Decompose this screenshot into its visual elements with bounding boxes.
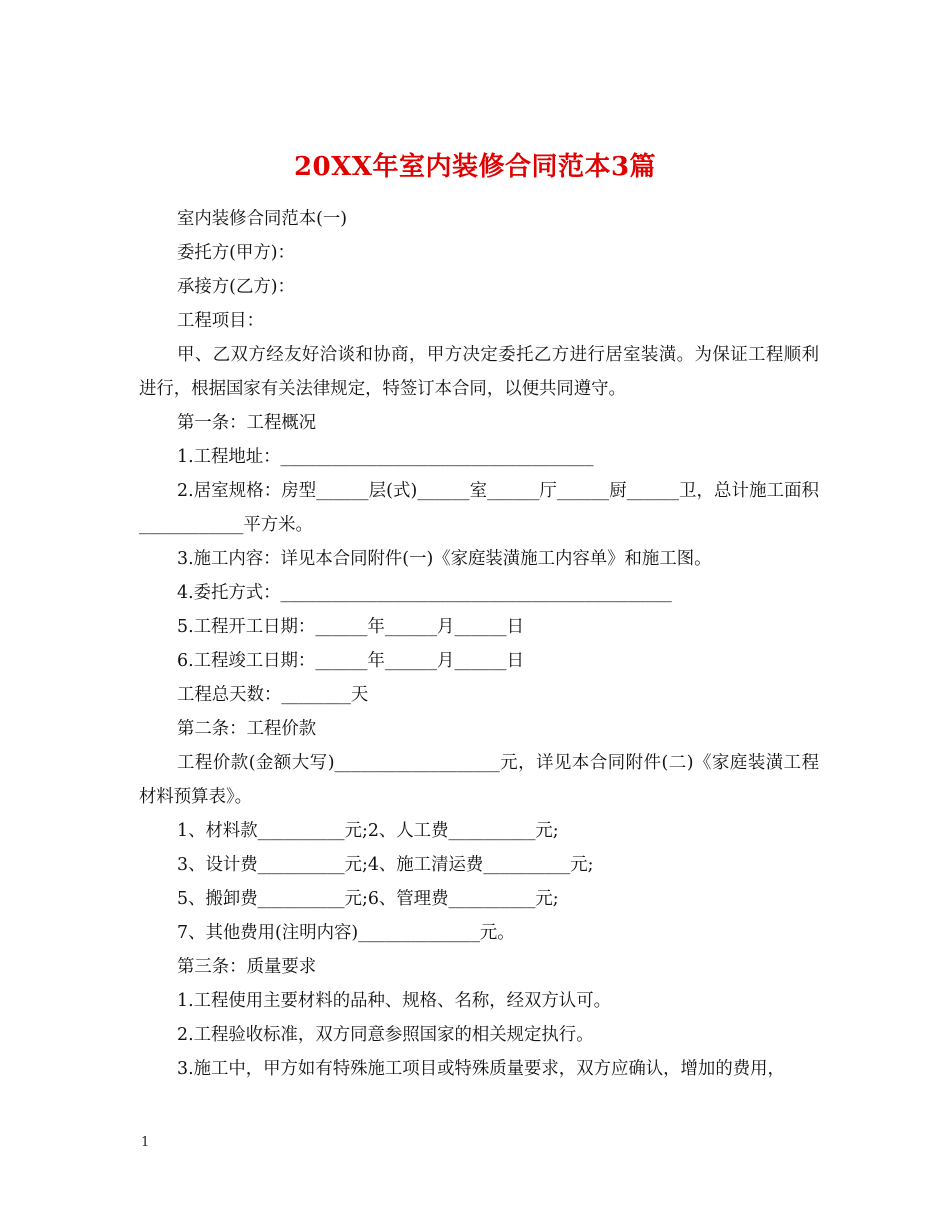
section-heading-overview: 第一条：工程概况 xyxy=(177,413,317,433)
paragraph-work-content: 3.施工内容：详见本合同附件(一)《家庭装潢施工内容单》和施工图。 xyxy=(177,549,712,569)
paragraph-party-b: 承接方(乙方)： xyxy=(177,277,295,297)
paragraph-contract-heading: 室内装修合同范本(一) xyxy=(177,209,348,229)
paragraph-completion-date: 6.工程竣工日期：______年______月______日 xyxy=(177,651,525,671)
paragraph-quality-materials: 1.工程使用主要材料的品种、规格、名称，经双方认可。 xyxy=(177,991,611,1011)
paragraph-fee-line-2: 3、设计费__________元;4、施工清运费__________元; xyxy=(177,855,594,875)
paragraph-room-specs: 2.居室规格：房型______层(式)______室______厅______厨______卫，总计施工面积____________平方米。 xyxy=(139,481,819,535)
paragraph-project: 工程项目： xyxy=(177,311,264,331)
section-heading-quality: 第三条：质量要求 xyxy=(177,957,317,977)
paragraph-fee-line-3: 5、搬卸费__________元;6、管理费__________元; xyxy=(177,889,559,909)
paragraph-fee-line-1: 1、材料款__________元;2、人工费__________元; xyxy=(177,821,559,841)
paragraph-start-date: 5.工程开工日期：______年______月______日 xyxy=(177,617,525,637)
paragraph-special-requirements: 3.施工中，甲方如有特殊施工项目或特殊质量要求，双方应确认，增加的费用， xyxy=(177,1059,785,1079)
paragraph-project-price: 工程价款(金额大写)___________________元，详见本合同附件(二)《家庭装潢工程材料预算表》。 xyxy=(139,753,819,807)
document-body xyxy=(139,202,819,1086)
paragraph-fee-line-4: 7、其他费用(注明内容)______________元。 xyxy=(177,923,515,943)
paragraph-agreement-intro: 甲、乙双方经友好洽谈和协商，甲方决定委托乙方进行居室装潢。为保证工程顺利进行，根据国家有关法律规定，特签订本合同，以便共同遵守。 xyxy=(139,345,819,399)
paragraph-entrust-method: 4.委托方式：_____________________________________________ xyxy=(177,583,672,603)
paragraph-project-address: 1.工程地址：____________________________________ xyxy=(177,447,594,467)
document-title: 20XX年室内装修合同范本3篇 xyxy=(293,152,657,183)
paragraph-party-a: 委托方(甲方)： xyxy=(177,243,295,263)
section-heading-price: 第二条：工程价款 xyxy=(177,719,317,739)
paragraph-quality-standard: 2.工程验收标准，双方同意参照国家的相关规定执行。 xyxy=(177,1025,594,1045)
paragraph-total-days: 工程总天数：________天 xyxy=(177,685,369,705)
page-number: 1 xyxy=(141,1135,150,1150)
